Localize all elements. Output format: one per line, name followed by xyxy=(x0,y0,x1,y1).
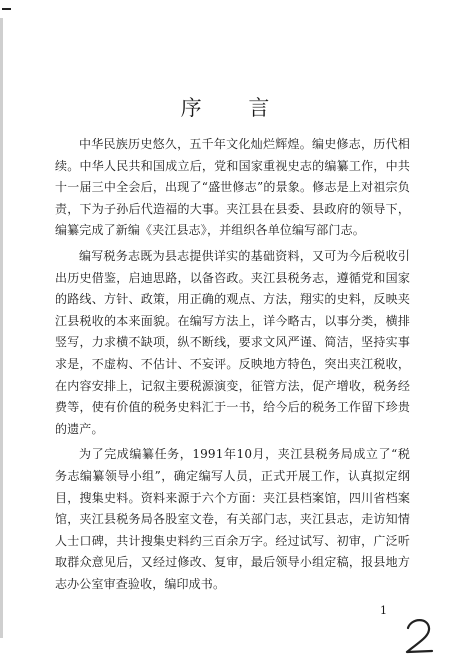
paragraph-3: 为了完成编纂任务，1991年10月，夹江县税务局成立了“税务志编纂领导小组”，确定编写人员，正式开展工作，认真拟定纲目，搜集史料。资料来源于六个方面：夹江县档案馆，四川省档案馆，夹江县税务局各股室文卷，有关部门志，夹江县志，走访知情人士口碑，共计搜集史料约三百余万字。经过试写、初审，广泛听取群众意见后，又经过修改、复审，最后领导小组定稿，报县地方志办公室审查验收，编印成书。 xyxy=(55,447,410,591)
page-title: 序 言 xyxy=(180,96,290,120)
paragraph-2: 编写税务志既为县志提供详实的基础资料，又可为今后税收引出历史借鉴，启迪思路，以备咨政。夹江县税务志，遵循党和国家的路线、方针、政策，用正确的观点、方法，翔实的史料，反映夹江县税收的本来面貌。在编写方法上，详今略古，以事分类，横排竖写，力求横不缺项，纵不断线，要求文风严谨、简洁，坚持实事求是，不虚构、不估计、不妄评。反映地方特色，突出夹江税收，在内容安排上，记叙主要税源演变，征管方法，促产增收，税务经费等，使有价值的税务史料汇于一书，给今后的税务工作留下珍贵的遗产。 xyxy=(55,248,410,436)
paragraph-1: 中华民族历史悠久，五千年文化灿烂辉煌。编史修志，历代相续。中华人民共和国成立后，党和国家重视史志的编纂工作，中共十一届三中全会后，出现了“盛世修志”的景象。修志是上对祖宗负责，下为子孙后代造福的大事。夹江县在县委、县政府的领导下，编纂完成了新编《夹江县志》，并组织各单位编写部门志。 xyxy=(55,137,410,238)
scan-corner-mark xyxy=(2,8,11,10)
body-text xyxy=(55,134,410,599)
page-number: 1 xyxy=(380,604,387,617)
handwritten-number-mark xyxy=(402,616,436,656)
